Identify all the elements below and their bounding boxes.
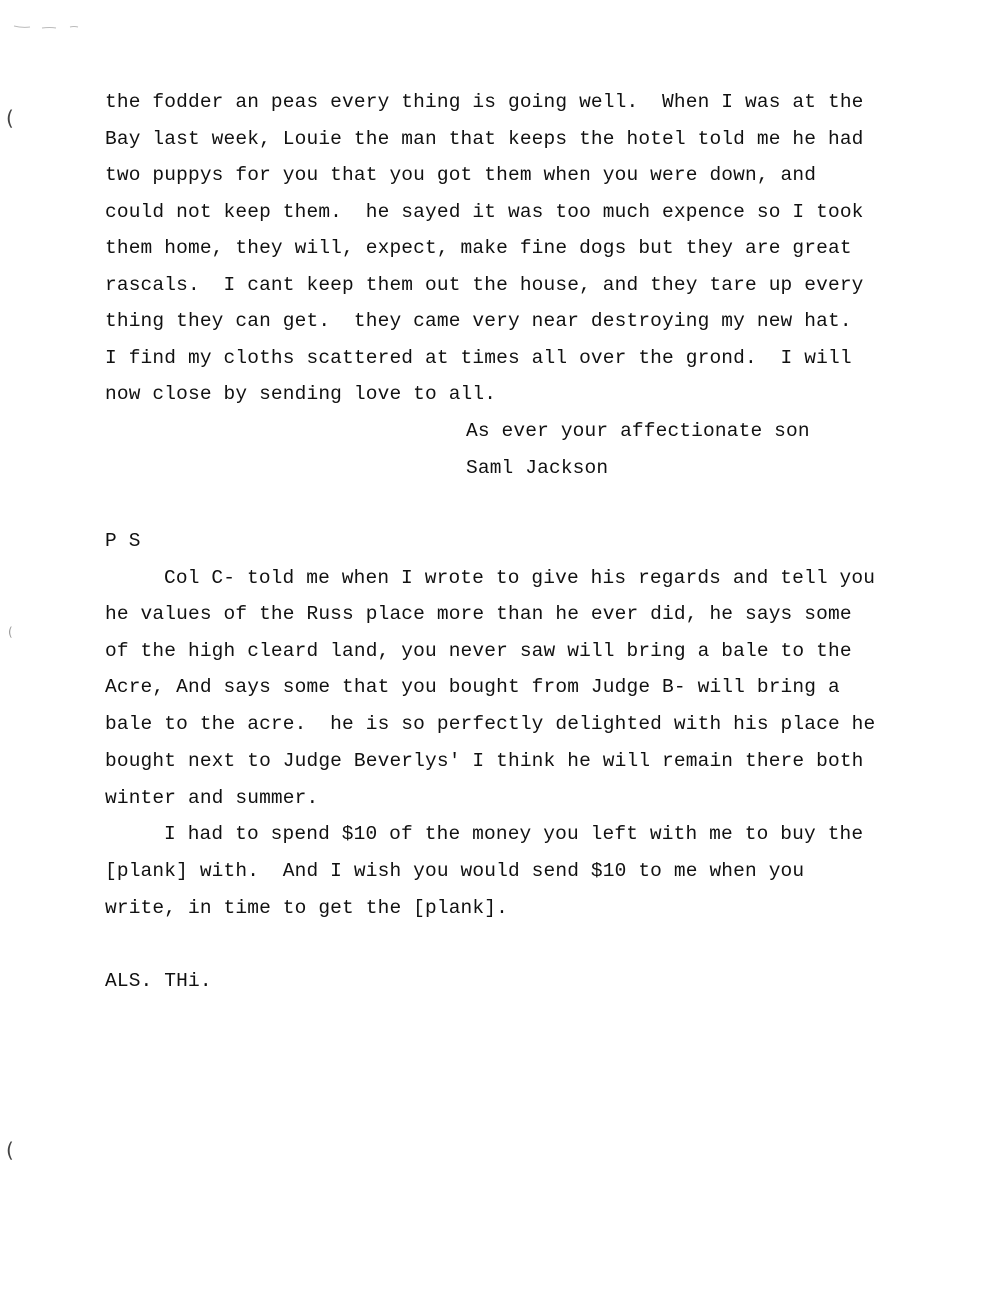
margin-mark: ( [6, 1138, 14, 1162]
postscript-line: bale to the acre. he is so perfectly delighted with his place he [105, 713, 876, 735]
signature: Saml Jackson [466, 457, 609, 479]
postscript-line: Col C- told me when I wrote to give his regards and tell you [164, 567, 876, 589]
body-line: thing they can get. they came very near destroying my new hat. [105, 310, 852, 332]
margin-mark: ( [6, 106, 14, 130]
body-line: I find my cloths scattered at times all over the grond. I will [105, 347, 852, 369]
margin-mark: ( [8, 625, 13, 639]
postscript-line: of the high cleard land, you never saw will bring a bale to the [105, 640, 852, 662]
postscript-label: P S [105, 530, 141, 552]
body-line: rascals. I cant keep them out the house, and they tare up every [105, 274, 864, 296]
postscript-line: he values of the Russ place more than he ever did, he says some [105, 603, 852, 625]
postscript-line: Acre, And says some that you bought from Judge B- will bring a [105, 676, 840, 698]
money-line: I had to spend $10 of the money you left with me to buy the [164, 823, 864, 845]
money-line: [plank] with. And I wish you would send $10 to me when you [105, 860, 805, 882]
postscript-line: bought next to Judge Beverlys' I think he will remain there both [105, 750, 864, 772]
body-line: could not keep them. he sayed it was too much expence so I took [105, 201, 864, 223]
body-line: Bay last week, Louie the man that keeps the hotel told me he had [105, 128, 864, 150]
body-line: them home, they will, expect, make fine dogs but they are great [105, 237, 852, 259]
body-line: two puppys for you that you got them when you were down, and [105, 164, 817, 186]
closing: As ever your affectionate son [466, 420, 810, 442]
postscript-line: winter and summer. [105, 787, 319, 809]
money-line: write, in time to get the [plank]. [105, 897, 508, 919]
source-note: ALS. THi. [105, 970, 212, 992]
body-line: now close by sending love to all. [105, 383, 497, 405]
scan-smudge [12, 22, 82, 30]
body-line: the fodder an peas every thing is going well. When I was at the [105, 91, 864, 113]
